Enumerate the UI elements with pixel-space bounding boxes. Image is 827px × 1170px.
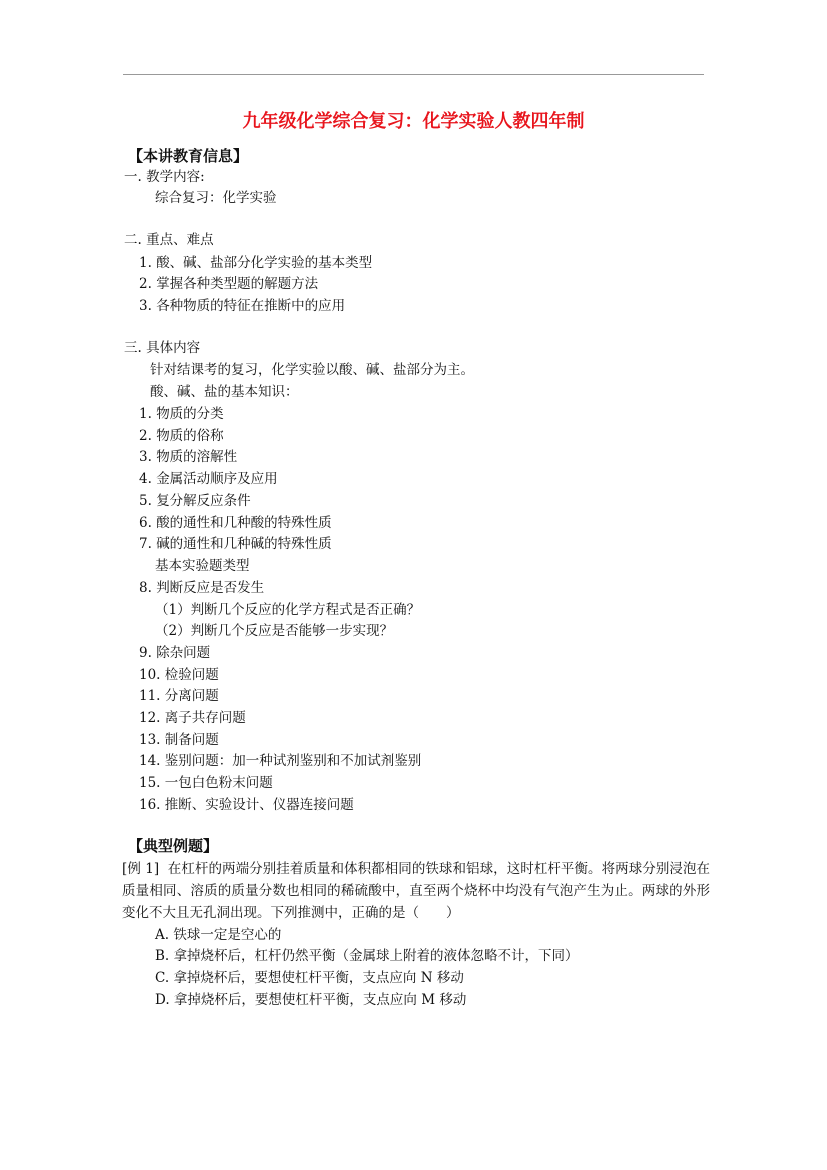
list-text: 推断、实验设计、仪器连接问题 — [164, 797, 354, 813]
list-item — [139, 708, 246, 728]
part1-content: 综合复习：化学实验 — [155, 190, 277, 206]
list-number: 7. — [139, 536, 152, 552]
list-item — [139, 513, 332, 533]
list-text: 制备问题 — [164, 732, 219, 748]
list-text: 物质的分类 — [156, 406, 224, 422]
list-number: 16. — [139, 797, 161, 813]
list-number: 10. — [139, 667, 161, 683]
option-c: C. 拿掉烧杯后，要想使杠杆平衡，支点应向 N 移动 — [155, 970, 464, 986]
list-number: 3. — [139, 298, 152, 314]
list-text: 鉴别问题：加一种试剂鉴别和不加试剂鉴别 — [164, 753, 422, 769]
list-item — [139, 426, 224, 446]
option-a: A. 铁球一定是空心的 — [155, 927, 282, 943]
list-item — [139, 491, 251, 511]
option-d: D. 拿掉烧杯后，要想使杠杆平衡，支点应向 M 移动 — [155, 992, 467, 1008]
list-number: 11. — [139, 688, 161, 704]
list-text: 分离问题 — [164, 688, 219, 704]
list-number: 8. — [139, 580, 152, 596]
list-item — [139, 534, 332, 554]
list-number: 6. — [139, 515, 152, 531]
list-number: 9. — [139, 645, 152, 661]
document-title: 九年级化学综合复习：化学实验人教四年制 — [242, 111, 585, 132]
part2-heading: 二. 重点、难点 — [124, 232, 214, 248]
list-text: 酸、碱、盐部分化学实验的基本类型 — [156, 255, 373, 271]
list-text: 检验问题 — [164, 667, 219, 683]
list-item — [139, 686, 219, 706]
part3-intro: 针对结课考的复习，化学实验以酸、碱、盐部分为主。 — [150, 362, 474, 378]
example-label: [例 1] — [122, 861, 160, 877]
example-text: 在杠杆的两端分别挂着质量和体积都相同的铁球和铝球，这时杠杆平衡。将两球分别浸泡在质量相同、溶质的质量分数也相同的稀硫酸中，直至两个烧杯中均没有气泡产生为止。两球的外形变化不大且无孔洞出现。下列推测中，正确的是（ ） — [122, 861, 710, 921]
option-b: B. 拿掉烧杯后，杠杆仍然平衡（金属球上附着的液体忽略不计，下同） — [155, 948, 579, 964]
list-text: 复分解反应条件 — [156, 493, 251, 509]
list-item — [139, 665, 219, 685]
part1-heading: 一. 教学内容: — [124, 169, 205, 185]
list-item — [139, 469, 278, 489]
list-item — [139, 751, 421, 771]
list-number: 1. — [139, 255, 152, 271]
list-text: 碱的通性和几种碱的特殊性质 — [156, 536, 332, 552]
sub-item: （2）判断几个反应是否能够一步实现？ — [155, 623, 394, 639]
list-text: 掌握各种类型题的解题方法 — [156, 276, 319, 292]
list-item — [139, 447, 237, 467]
list-item — [139, 730, 219, 750]
list-text: 一包白色粉末问题 — [164, 775, 273, 791]
list-item — [139, 253, 372, 273]
list-item — [139, 578, 264, 598]
list-text: 各种物质的特征在推断中的应用 — [156, 298, 346, 314]
list-text: 物质的俗称 — [156, 428, 224, 444]
sub-item: （1）判断几个反应的化学方程式是否正确？ — [155, 602, 421, 618]
list-number: 4. — [139, 471, 152, 487]
list-number: 2. — [139, 428, 152, 444]
list-number: 5. — [139, 493, 152, 509]
list-text: 酸的通性和几种酸的特殊性质 — [156, 515, 332, 531]
part3-basics: 酸、碱、盐的基本知识： — [150, 384, 299, 400]
list-item — [139, 643, 210, 663]
list-text: 离子共存问题 — [164, 710, 246, 726]
section-heading-info: 【本讲教育信息】 — [128, 147, 249, 165]
list-number: 14. — [139, 753, 161, 769]
list-item — [139, 274, 318, 294]
list-item — [139, 404, 224, 424]
list-text: 除杂问题 — [156, 645, 211, 661]
list-number: 3. — [139, 449, 152, 465]
list-item — [139, 795, 354, 815]
part3-heading: 三. 具体内容 — [124, 340, 201, 356]
list-item — [139, 296, 345, 316]
list-number: 2. — [139, 276, 152, 292]
list-text: 判断反应是否发生 — [156, 580, 265, 596]
list-number: 13. — [139, 732, 161, 748]
section-heading-examples: 【典型例题】 — [128, 837, 219, 855]
list-item — [139, 773, 273, 793]
example-stem — [122, 858, 710, 924]
list-text: 金属活动顺序及应用 — [156, 471, 278, 487]
header-rule — [123, 74, 704, 75]
list-number: 1. — [139, 406, 152, 422]
experiment-types-label: 基本实验题类型 — [155, 558, 250, 574]
list-text: 物质的溶解性 — [156, 449, 238, 465]
list-number: 12. — [139, 710, 161, 726]
list-number: 15. — [139, 775, 161, 791]
